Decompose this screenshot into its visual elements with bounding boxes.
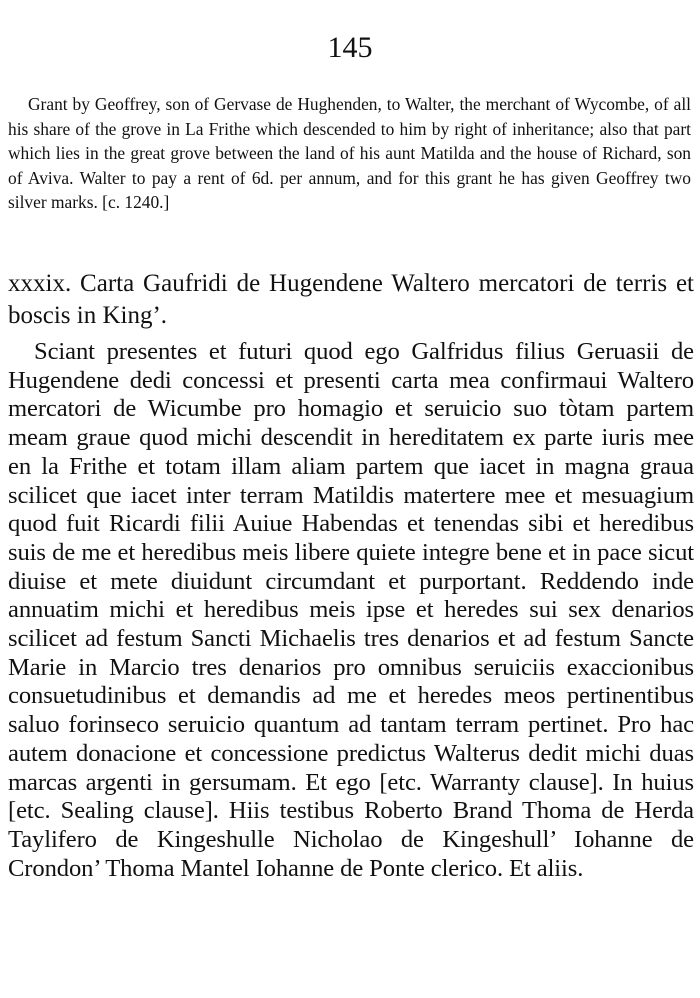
english-summary: Grant by Geoffrey, son of Gervase de Hughenden, to Walter, the merchant of Wycombe, of all his share of the grove in La Frithe which descended to him by right of inheritance; also that part which lies in the great grove between the land of his aunt Matilda and the house of Richard, son of Aviva. Walter to pay a rent of 6d. per annum, and for this grant he has given Geoffrey two silver marks. [c. 1240.] — [8, 94, 691, 213]
charter-heading: xxxix. Carta Gaufridi de Hugendene Waltero mercatori de terris et boscis in King’. — [8, 270, 694, 329]
page-number: 145 — [327, 31, 373, 64]
charter-text: Sciant presentes et futuri quod ego Galfridus filius Geruasii de Hugendene dedi concessi et presenti carta mea confirmaui Waltero mercatori de Wicumbe pro homagio et seruicio suo tòtam partem meam graue quod michi descendit in hereditatem ex parte iuris mee en la Frithe et totam illam aliam partem que iacet in magna graua scilicet que iacet inter terram Matildis matertere mee et mesuagium quod fuit Ricardi filii Auiue Habendas et tenendas sibi et heredibus suis de me et heredibus meis libere quiete integre bene et in pace sicut diuise et mete diuidunt circumdant et purportant. Reddendo inde annuatim michi et heredibus meis ipse et heredes sui sex denarios scilicet ad festum Sancti Michaelis tres denarios et ad festum Sancte Marie in Marcio tres denarios pro omnibus seruiciis exaccionibus consuetudinibus et demandis ad me et heredes meos pertinentibus saluo forinseco seruicio quantum ad tantam terram pertinet. Pro hac autem donacione et concessione predictus Walterus dedit michi duas marcas argenti in gersumam. Et ego [etc. Warranty clause]. In huius [etc. Sealing clause]. Hiis testibus Roberto Brand Thoma de Herda Taylifero de Kingeshulle Nicholao de Kingeshull’ Iohanne de Crondon’ Thoma Mantel Iohanne de Ponte clerico. Et aliis. — [8, 338, 694, 882]
